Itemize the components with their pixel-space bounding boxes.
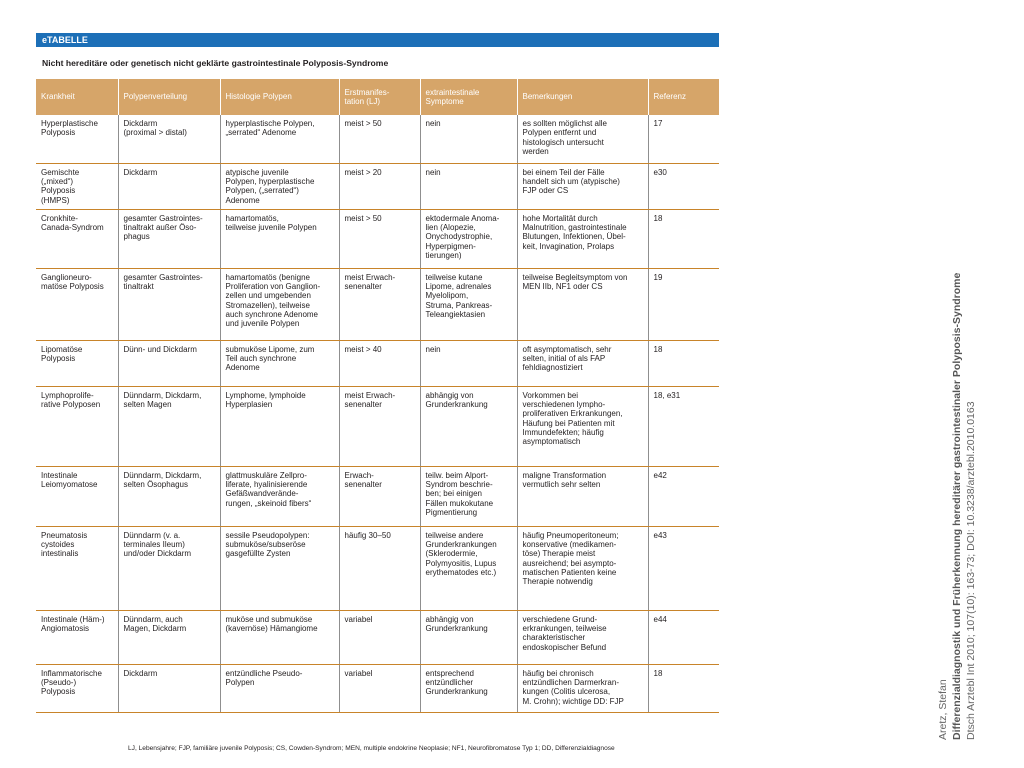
table-cell: nein xyxy=(420,163,517,209)
table-row xyxy=(36,610,719,664)
table-cell: Intestinale Leiomyomatose xyxy=(36,466,118,526)
table-row xyxy=(36,209,719,268)
table-cell: sessile Pseudopolypen: submuköse/subseröse gasgefüllte Zysten xyxy=(220,526,339,610)
table-footnote: LJ, Lebensjahre; FJP, familiäre juvenile Polyposis; CS, Cowden-Syndrom; MEN, multiple endokrine Neoplasie; NF1, Neurofibromatose Typ 1; DD, Differenzialdiagnose xyxy=(128,745,615,752)
table-cell: verschiedene Grund- erkrankungen, teilweise charakteristischer endoskopischer Befund xyxy=(517,610,648,664)
table-cell: 18 xyxy=(648,664,719,712)
table-header-row xyxy=(36,79,719,115)
table-cell: bei einem Teil der Fälle handelt sich um (atypische) FJP oder CS xyxy=(517,163,648,209)
table-cell: variabel xyxy=(339,664,420,712)
table-cell: abhängig von Grunderkrankung xyxy=(420,610,517,664)
table-cell: meist > 50 xyxy=(339,209,420,268)
table-cell: Dickdarm (proximal > distal) xyxy=(118,115,220,163)
table-cell: 18, e31 xyxy=(648,386,719,466)
table-row xyxy=(36,526,719,610)
table-cell: meist > 20 xyxy=(339,163,420,209)
table-cell: Dünndarm, auch Magen, Dickdarm xyxy=(118,610,220,664)
table-cell: 18 xyxy=(648,340,719,386)
author: Aretz, Stefan xyxy=(937,679,949,740)
table-cell: teilweise kutane Lipome, adrenales Myelolipom, Struma, Pankreas- Teleangiektasien xyxy=(420,268,517,340)
table-cell: teilweise Begleitsymptom von MEN IIb, NF1 oder CS xyxy=(517,268,648,340)
side-citation xyxy=(936,273,979,740)
table-cell: Dünn- und Dickdarm xyxy=(118,340,220,386)
table-cell: häufig Pneumoperitoneum; konservative (medikamen- töse) Therapie meist ausreichend; bei asympto- matischen Patienten keine Therapie notwendig xyxy=(517,526,648,610)
column-header: Histologie Polypen xyxy=(220,79,339,115)
table-cell: gesamter Gastrointes- tinaltrakt außer Öso- phagus xyxy=(118,209,220,268)
column-header: Krankheit xyxy=(36,79,118,115)
article-title: Differenzialdiagnostik und Früherkennung hereditärer gastrointestinaler Polyposis-Syndrome xyxy=(951,272,964,740)
column-header: Bemerkungen xyxy=(517,79,648,115)
table-cell: muköse und submuköse (kavernöse) Hämangiome xyxy=(220,610,339,664)
table-cell: Lymphoprolife- rative Polyposen xyxy=(36,386,118,466)
table-cell: Lymphome, lymphoide Hyperplasien xyxy=(220,386,339,466)
table-cell: hamartomatös, teilweise juvenile Polypen xyxy=(220,209,339,268)
table-row xyxy=(36,268,719,340)
table-cell: Intestinale (Häm-) Angiomatosis xyxy=(36,610,118,664)
table-cell: abhängig von Grunderkrankung xyxy=(420,386,517,466)
table-cell: 19 xyxy=(648,268,719,340)
table-cell: nein xyxy=(420,340,517,386)
table-cell: hamartomatös (benigne Proliferation von Ganglion- zellen und umgebenden Stromazellen), teilweise auch synchrone Adenome und juvenile Polypen xyxy=(220,268,339,340)
table-cell: meist > 40 xyxy=(339,340,420,386)
table-cell: Inflammatorische (Pseudo-) Polyposis xyxy=(36,664,118,712)
table-row xyxy=(36,664,719,712)
table-cell: entsprechend entzündlicher Grunderkrankung xyxy=(420,664,517,712)
table-cell: 17 xyxy=(648,115,719,163)
table-cell: teilw. beim Alport- Syndrom beschrie- ben; bei einigen Fällen mukokutane Pigmentierung xyxy=(420,466,517,526)
table-cell: Lipomatöse Polyposis xyxy=(36,340,118,386)
table-cell: glattmuskuläre Zellpro- liferate, hyalinisierende Gefäßwandverände- rungen, „skeinoid fibers“ xyxy=(220,466,339,526)
table-cell: meist Erwach- senenalter xyxy=(339,386,420,466)
table-cell: Dickdarm xyxy=(118,163,220,209)
table-cell: Erwach- senenalter xyxy=(339,466,420,526)
table-row xyxy=(36,466,719,526)
table-row xyxy=(36,340,719,386)
table-cell: ektodermale Anoma- lien (Alopezie, Onychodystrophie, Hyperpigmen- tierungen) xyxy=(420,209,517,268)
table-cell: Vorkommen bei verschiedenen lympho- proliferativen Erkrankungen, Häufung bei Patienten mit Immundefekten; häufig asymptomatisch xyxy=(517,386,648,466)
table-cell: Hyperplastische Polyposis xyxy=(36,115,118,163)
table-title: Nicht hereditäre oder genetisch nicht geklärte gastrointestinale Polyposis-Syndrome xyxy=(42,58,389,68)
table-cell: Ganglioneuro- matöse Polyposis xyxy=(36,268,118,340)
table-cell: e43 xyxy=(648,526,719,610)
column-header: Erstmanifes- tation (LJ) xyxy=(339,79,420,115)
table-cell: oft asymptomatisch, sehr selten, initial of als FAP fehldiagnostiziert xyxy=(517,340,648,386)
table-cell: nein xyxy=(420,115,517,163)
polyposis-table xyxy=(36,79,719,713)
column-header: Polypenverteilung xyxy=(118,79,220,115)
table-cell: es sollten möglichst alle Polypen entfernt und histologisch untersucht werden xyxy=(517,115,648,163)
table-cell: Dünndarm (v. a. terminales Ileum) und/oder Dickdarm xyxy=(118,526,220,610)
table-cell: hohe Mortalität durch Malnutrition, gastrointestinale Blutungen, Infektionen, Übel- keit, Invagination, Prolaps xyxy=(517,209,648,268)
table-cell: e44 xyxy=(648,610,719,664)
table-cell: variabel xyxy=(339,610,420,664)
table-cell: Cronkhite- Canada-Syndrom xyxy=(36,209,118,268)
table-cell: 18 xyxy=(648,209,719,268)
table-row xyxy=(36,163,719,209)
table-row xyxy=(36,386,719,466)
column-header: Referenz xyxy=(648,79,719,115)
table-cell: hyperplastische Polypen, „serrated“ Adenome xyxy=(220,115,339,163)
table-cell: Dünndarm, Dickdarm, selten Magen xyxy=(118,386,220,466)
etabelle-bar: eTABELLE xyxy=(36,33,719,47)
table-cell: entzündliche Pseudo- Polypen xyxy=(220,664,339,712)
column-header: extraintestinale Symptome xyxy=(420,79,517,115)
table-cell: Pneumatosis cystoides intestinalis xyxy=(36,526,118,610)
journal-citation: Dtsch Arztebl Int 2010; 107(10): 163-73; DOI: 10.3238/arztebl.2010.0163 xyxy=(965,401,978,740)
table-cell: Dünndarm, Dickdarm, selten Ösophagus xyxy=(118,466,220,526)
table-cell: teilweise andere Grunderkrankungen (Sklerodermie, Polymyositis, Lupus erythematodes etc.) xyxy=(420,526,517,610)
table-row xyxy=(36,115,719,163)
table-cell: e42 xyxy=(648,466,719,526)
table-cell: gesamter Gastrointes- tinaltrakt xyxy=(118,268,220,340)
table-cell: e30 xyxy=(648,163,719,209)
table-cell: häufig 30–50 xyxy=(339,526,420,610)
table-cell: meist Erwach- senenalter xyxy=(339,268,420,340)
table-cell: atypische juvenile Polypen, hyperplastische Polypen, („serrated“) Adenome xyxy=(220,163,339,209)
table-cell: Gemischte („mixed“) Polyposis (HMPS) xyxy=(36,163,118,209)
table-cell: meist > 50 xyxy=(339,115,420,163)
table-cell: submuköse Lipome, zum Teil auch synchrone Adenome xyxy=(220,340,339,386)
table-cell: häufig bei chronisch entzündlichen Darmerkran- kungen (Colitis ulcerosa, M. Crohn); wichtige DD: FJP xyxy=(517,664,648,712)
table-cell: maligne Transformation vermutlich sehr selten xyxy=(517,466,648,526)
table-cell: Dickdarm xyxy=(118,664,220,712)
